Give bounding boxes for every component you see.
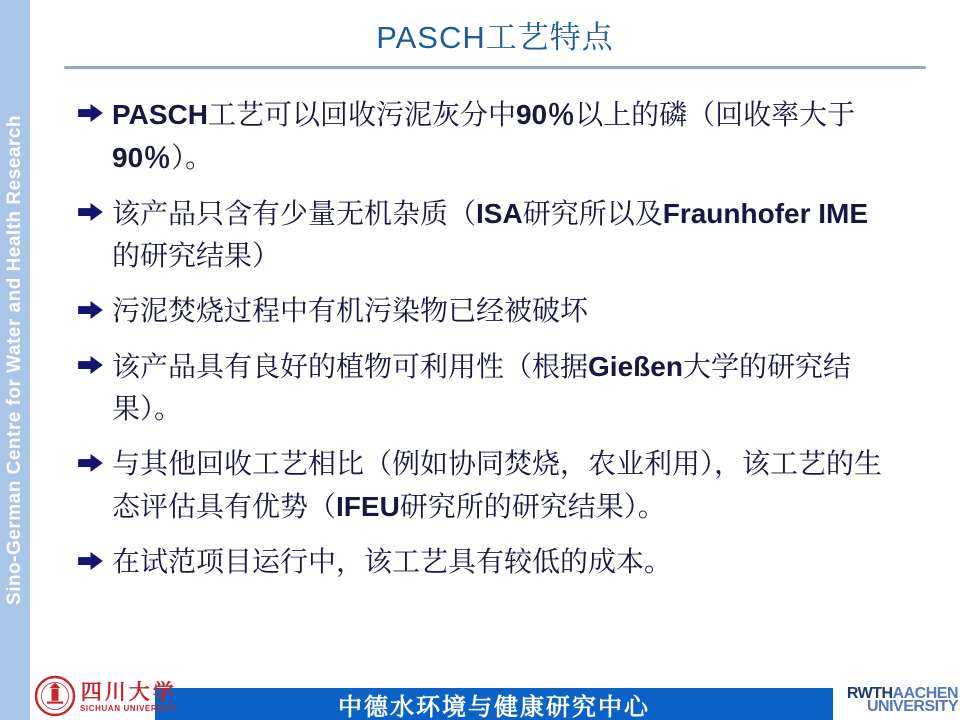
title-latin-text: PASCH: [376, 20, 486, 55]
sichuan-university-logo: [34, 675, 177, 717]
sichuan-university-seal-icon: [34, 675, 76, 717]
bullet-text: 该产品只含有少量无机杂质（ISA研究所以及Fraunhofer IME的研究结果）: [112, 198, 869, 272]
rwth-aachen-logo: [847, 686, 958, 714]
rwth-aachen-text: AACHEN: [892, 685, 958, 702]
bullet-list: [78, 94, 894, 597]
title-cjk-text: 工艺特点: [485, 20, 614, 55]
page-title: [30, 12, 960, 57]
bullet-text: 污泥焚烧过程中有机污染物已经被破坏: [112, 296, 589, 327]
arrow-bullet-icon: [78, 346, 112, 374]
sidebar-vertical-text: Sino-German Centre for Water and Health Research: [4, 115, 25, 605]
bullet-item: [78, 94, 894, 180]
bullet-item: [78, 542, 894, 584]
arrow-bullet-icon: [78, 291, 112, 319]
bullet-text: 与其他回收工艺相比（例如协同焚烧，农业利用），该工艺的生态评估具有优势（IFEU研究所的研究结果）。: [112, 449, 883, 523]
arrow-bullet-icon: [78, 542, 112, 570]
sidebar: [0, 0, 30, 720]
arrow-bullet-icon: [78, 94, 112, 122]
title-underline: [64, 66, 926, 69]
bullet-item: [78, 291, 894, 333]
sichuan-university-name-en: SICHUAN UNIVERSITY: [80, 703, 178, 713]
bullet-item: [78, 444, 894, 529]
footer-bar-text: 中德水环境与健康研究中心: [338, 694, 650, 720]
sichuan-university-names: [80, 680, 177, 713]
sichuan-university-name-cn: 四川大学: [80, 679, 177, 704]
rwth-university-text: UNIVERSITY: [866, 698, 958, 715]
bullet-item: [78, 193, 894, 278]
footer-bar: [155, 688, 833, 720]
bullet-text: 在试范项目运行中，该工艺具有较低的成本。: [112, 547, 673, 578]
bullet-text: PASCH工艺可以回收污泥灰分中90％以上的磷（回收率大于90％）。: [112, 99, 856, 174]
bullet-text: 该产品具有良好的植物可利用性（根据Gießen大学的研究结果）。: [112, 351, 851, 425]
rwth-wordmark-text: RWTH: [846, 685, 893, 702]
slide-header: [30, 0, 960, 69]
bullet-item: [78, 346, 894, 431]
arrow-bullet-icon: [78, 193, 112, 221]
arrow-bullet-icon: [78, 444, 112, 472]
